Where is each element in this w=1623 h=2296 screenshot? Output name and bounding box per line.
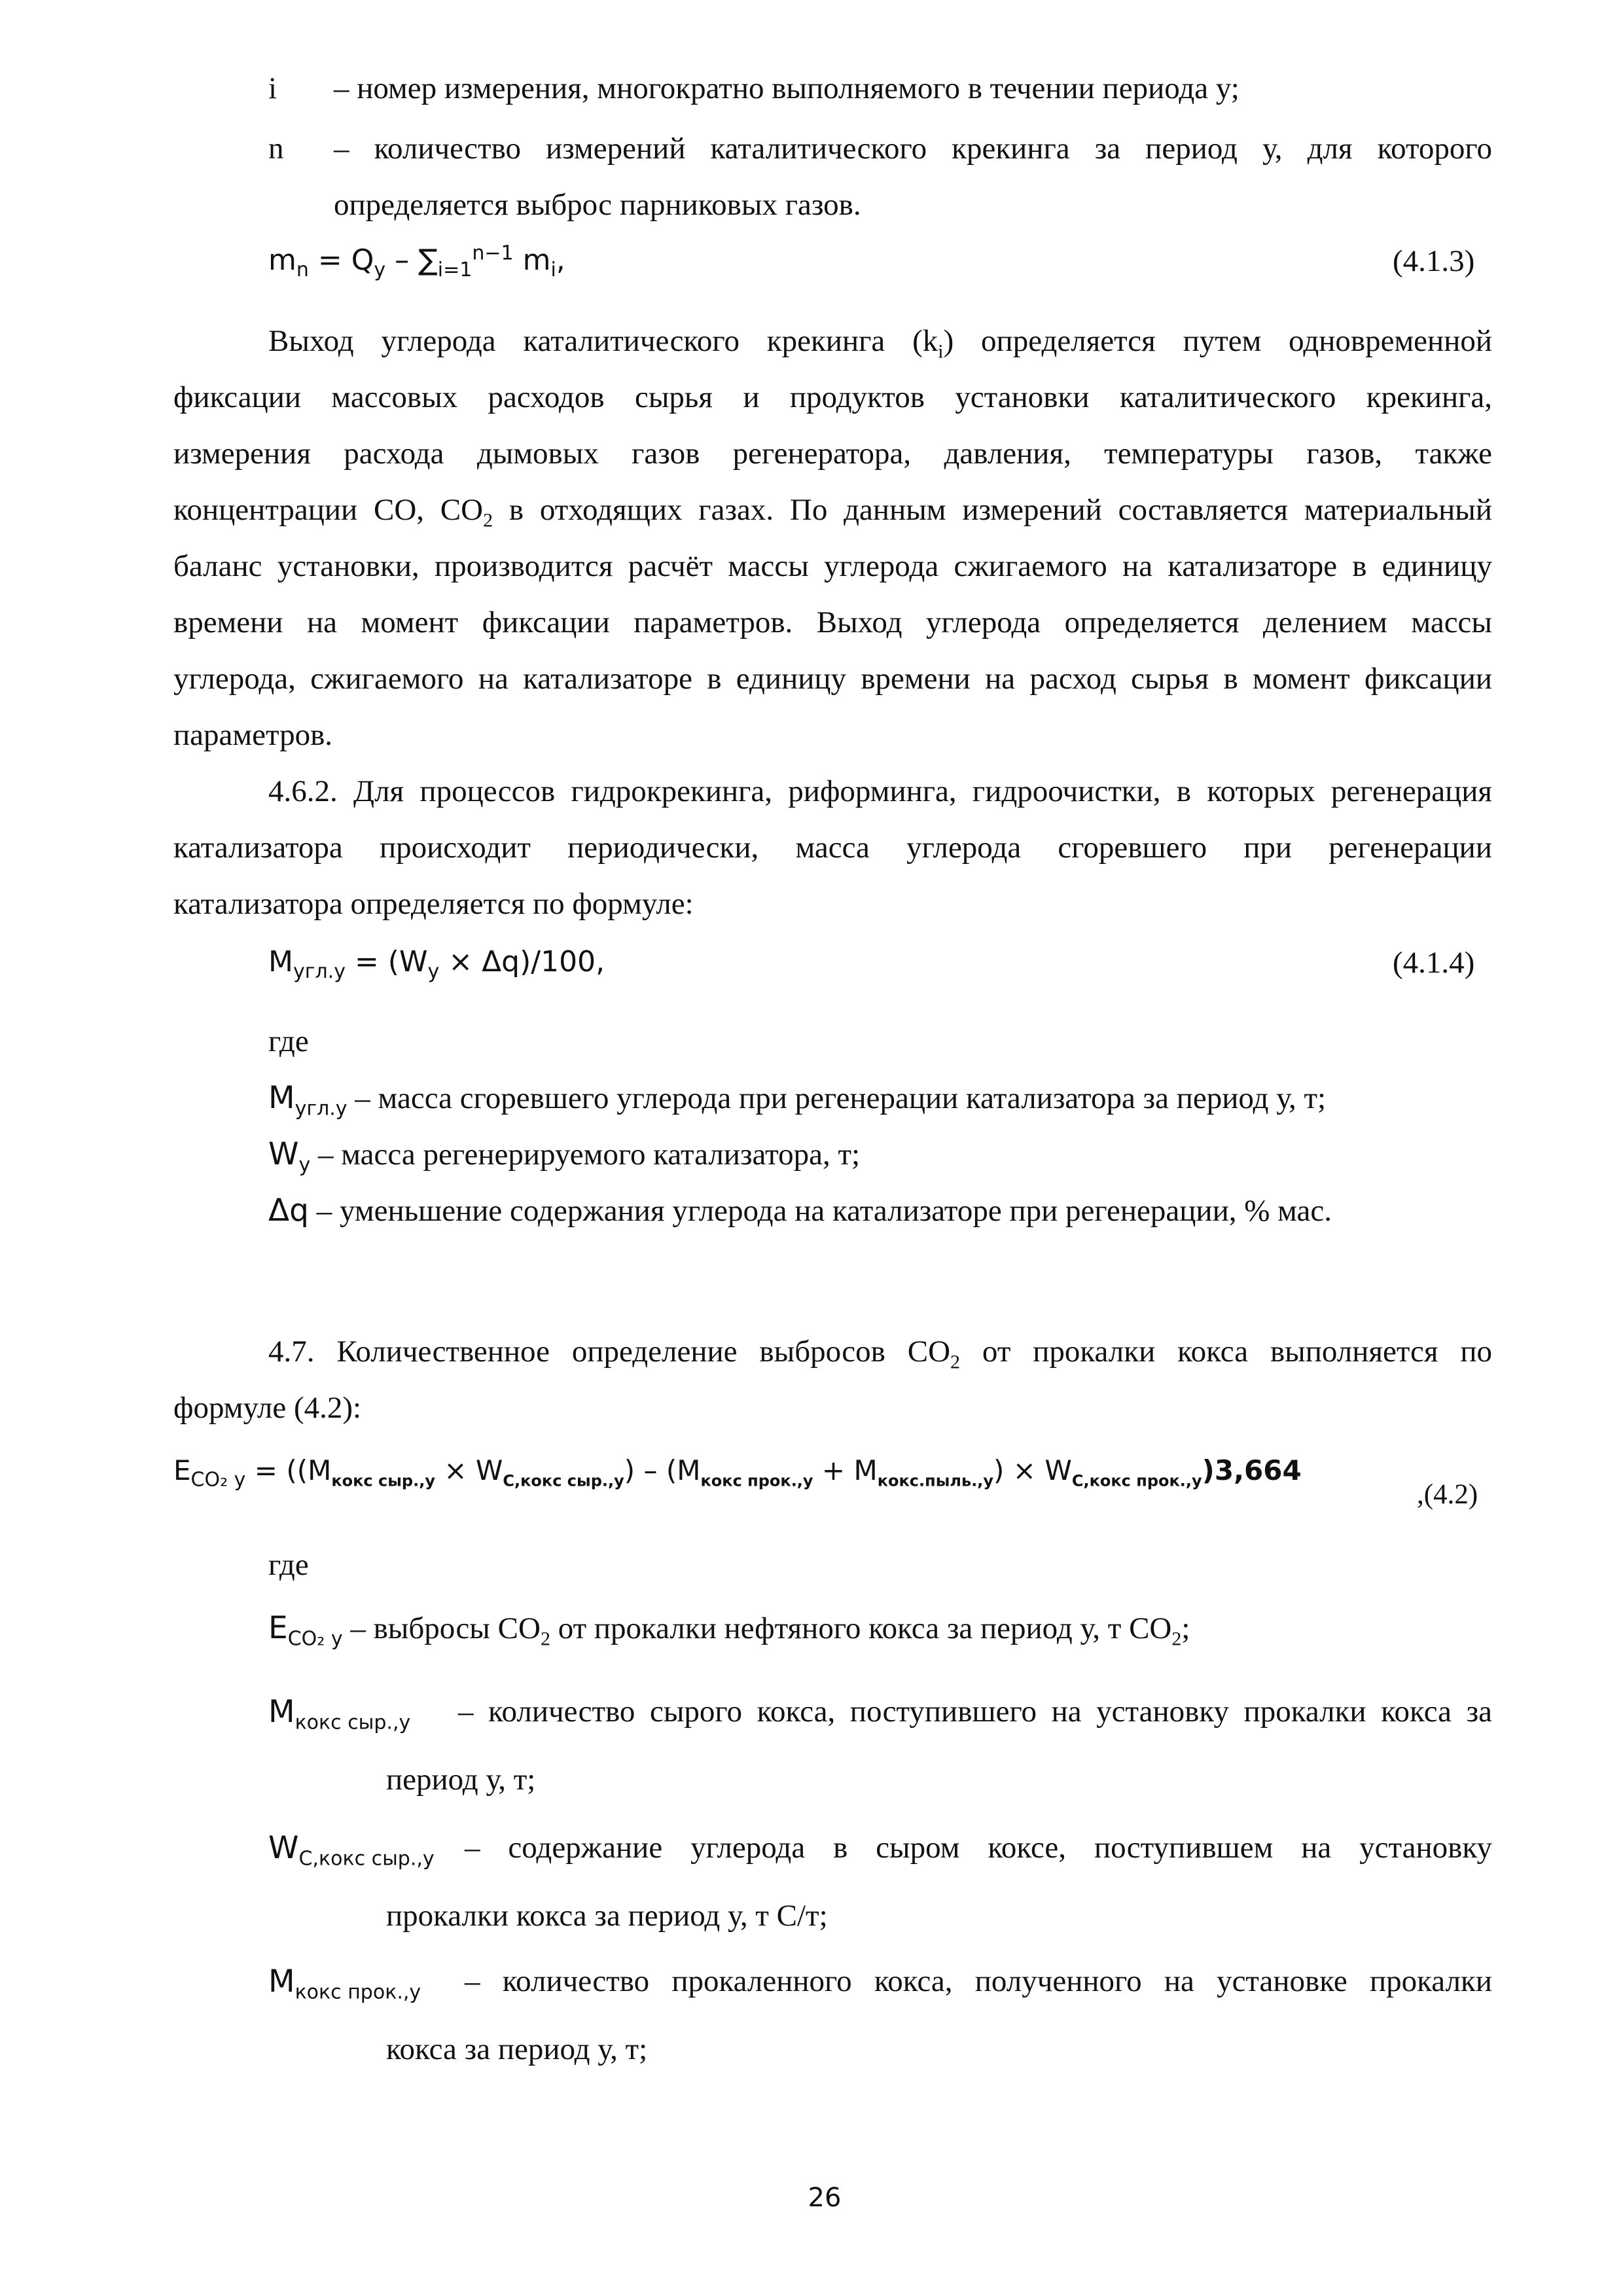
para2-line3: катализатора определяется по формуле: <box>173 887 694 921</box>
para1-line4: концентрации CO, $CO_2$ в отходящих газах. По данным измерений составляется материальный <box>173 493 1492 531</box>
def-w-koks-syr-line2: прокалки кокса за период у, т С/т; <box>386 1899 828 1933</box>
def-i-text: – номер измерения, многократно выполняемого в течении периода у; <box>334 71 1240 105</box>
def-m-koks-prok-line1: – количество прокаленного кокса, полученного на установке прокалки <box>465 1964 1492 1998</box>
para2-line2: катализатора происходит периодически, масса углерода сгоревшего при регенерации <box>173 831 1492 865</box>
equation-4-1-3: $m_n = Q_y - \sum_{i=1}^{n-1}$ $m_i$, <box>268 242 565 281</box>
para3-line1: 4.7. Количественное определение выбросов $CO_2$ от прокалки кокса выполняется по <box>268 1335 1492 1373</box>
def-i-symbol: i <box>268 71 277 105</box>
equation-number-4-2: ,(4.2) <box>1417 1479 1478 1510</box>
def-m-koks-prok-symbol: $M_{кокс прок.,у}$ <box>268 1964 421 2004</box>
page-number: 26 <box>808 2183 842 2213</box>
def-n-line1: – количество измерений каталитического крекинга за период у, для которого <box>334 132 1492 166</box>
def-m-koks-syr-line1: – количество сырого кокса, поступившего на установку прокалки кокса за <box>458 1695 1492 1729</box>
para2-line1: 4.6.2. Для процессов гидрокрекинга, риформинга, гидроочистки, в которых регенерация <box>268 774 1492 808</box>
para1-line7: углерода, сжигаемого на катализаторе в единицу времени на расход сырья в момент фиксации <box>173 662 1492 696</box>
para1-line1: Выход углерода каталитического крекинга $(k_i)$ определяется путем одновременной <box>268 324 1493 363</box>
def-delta-q: Δq – уменьшение содержания углерода на катализаторе при регенерации, % мас. <box>268 1193 1332 1229</box>
equation-number-4-1-3: (4.1.3) <box>1393 244 1475 278</box>
def-w-y: $W_y$ – масса регенерируемого катализатора, т; <box>268 1136 861 1177</box>
def-n-line2: определяется выброс парниковых газов. <box>334 188 861 222</box>
def-m-koks-syr-symbol: $M_{кокс сыр.,у}$ <box>268 1694 411 1734</box>
para1-line3: измерения расхода дымовых газов регенератора, давления, температуры газов, также <box>173 437 1492 471</box>
def-n-symbol: n <box>268 132 284 166</box>
where-label-2: где <box>268 1548 309 1582</box>
def-w-koks-syr-symbol: $W_{С,кокс сыр.,у}$ <box>268 1830 435 1871</box>
para1-line8: параметров. <box>173 718 333 752</box>
para1-line6: времени на момент фиксации параметров. Выход углерода определяется делением массы <box>173 605 1492 639</box>
def-w-koks-syr-line1: – содержание углерода в сыром коксе, поступившем на установку <box>465 1831 1492 1865</box>
equation-number-4-1-4: (4.1.4) <box>1393 946 1475 980</box>
def-m-koks-syr-line2: период у, т; <box>386 1763 536 1797</box>
def-m-koks-prok-line2: кокса за период у, т; <box>386 2032 648 2066</box>
para1-line5: баланс установки, производится расчёт массы углерода сжигаемого на катализаторе в единицу <box>173 549 1492 583</box>
para1-line2: фиксации массовых расходов сырья и продуктов установки каталитического крекинга, <box>173 380 1492 414</box>
def-m-ugl: $M_{угл.у}$ – масса сгоревшего углерода при регенерации катализатора за период у, т; <box>268 1080 1327 1121</box>
para3-line2: формуле (4.2): <box>173 1391 362 1425</box>
where-label-1: где <box>268 1024 309 1058</box>
equation-4-1-4: $M_{угл.у} = (W_y \times \Delta q)/100$, <box>268 945 605 983</box>
def-e-co2: $E_{CO_2 y}$ – выбросы $CO_2$ от прокалки нефтяного кокса за период у, т $CO_2$; <box>268 1610 1190 1651</box>
equation-4-2: $E_{CO_2 y} = ((M_{кокс сыр.,у} \times W_{С,кокс сыр.,у}) - (M_{кокс прок.,у} + M_{кокс.пыль.,у}) \times W_{С,кокс прок.,у})3,664$ <box>173 1454 1302 1492</box>
